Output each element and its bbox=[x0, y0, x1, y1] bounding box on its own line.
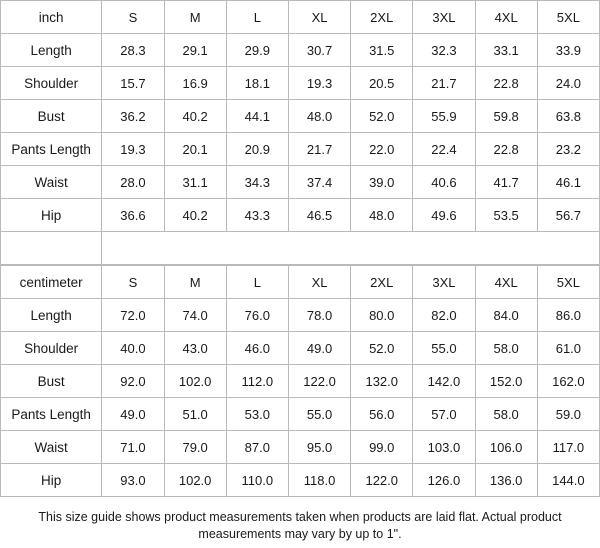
table-cell: 58.0 bbox=[475, 332, 537, 365]
table-cell: 22.8 bbox=[475, 133, 537, 166]
table-row bbox=[1, 67, 600, 100]
column-header-size: 5XL bbox=[537, 266, 599, 299]
table-cell: 92.0 bbox=[102, 365, 164, 398]
column-header-size: 4XL bbox=[475, 1, 537, 34]
table-cell: 52.0 bbox=[351, 100, 413, 133]
table-cell: 36.6 bbox=[102, 199, 164, 232]
table-cell: 63.8 bbox=[537, 100, 599, 133]
table-cell: 59.0 bbox=[537, 398, 599, 431]
separator-left-cell bbox=[1, 232, 102, 264]
table-cell: 118.0 bbox=[288, 464, 350, 497]
table-row bbox=[1, 365, 600, 398]
table-cell: 93.0 bbox=[102, 464, 164, 497]
table-header-row bbox=[1, 266, 600, 299]
table-cell: 52.0 bbox=[351, 332, 413, 365]
table-cell: 20.9 bbox=[226, 133, 288, 166]
table-cell: 33.9 bbox=[537, 34, 599, 67]
row-label: Pants Length bbox=[1, 398, 102, 431]
table-cell: 39.0 bbox=[351, 166, 413, 199]
table-cell: 56.7 bbox=[537, 199, 599, 232]
row-label: Bust bbox=[1, 100, 102, 133]
table-row bbox=[1, 133, 600, 166]
table-row bbox=[1, 34, 600, 67]
row-label: Shoulder bbox=[1, 67, 102, 100]
table-cell: 55.9 bbox=[413, 100, 475, 133]
table-cell: 19.3 bbox=[288, 67, 350, 100]
table-row bbox=[1, 398, 600, 431]
column-header-size: 3XL bbox=[413, 266, 475, 299]
table-cell: 43.0 bbox=[164, 332, 226, 365]
table-cell: 46.5 bbox=[288, 199, 350, 232]
table-cell: 71.0 bbox=[102, 431, 164, 464]
table-cell: 55.0 bbox=[288, 398, 350, 431]
unit-label-inch: inch bbox=[1, 1, 102, 34]
table-cell: 21.7 bbox=[288, 133, 350, 166]
table-cell: 40.0 bbox=[102, 332, 164, 365]
table-row bbox=[1, 199, 600, 232]
table-cell: 33.1 bbox=[475, 34, 537, 67]
table-row bbox=[1, 332, 600, 365]
table-cell: 28.3 bbox=[102, 34, 164, 67]
column-header-size: 5XL bbox=[537, 1, 599, 34]
table-cell: 126.0 bbox=[413, 464, 475, 497]
table-cell: 106.0 bbox=[475, 431, 537, 464]
size-table-inch bbox=[0, 0, 600, 232]
column-header-size: 4XL bbox=[475, 266, 537, 299]
table-cell: 29.1 bbox=[164, 34, 226, 67]
row-label: Hip bbox=[1, 199, 102, 232]
table-cell: 32.3 bbox=[413, 34, 475, 67]
table-cell: 122.0 bbox=[288, 365, 350, 398]
table-row bbox=[1, 299, 600, 332]
table-cell: 53.0 bbox=[226, 398, 288, 431]
table-cell: 152.0 bbox=[475, 365, 537, 398]
table-row bbox=[1, 166, 600, 199]
row-label: Waist bbox=[1, 431, 102, 464]
table-cell: 48.0 bbox=[351, 199, 413, 232]
table-cell: 18.1 bbox=[226, 67, 288, 100]
table-cell: 49.0 bbox=[102, 398, 164, 431]
table-cell: 48.0 bbox=[288, 100, 350, 133]
table-cell: 34.3 bbox=[226, 166, 288, 199]
table-cell: 24.0 bbox=[537, 67, 599, 100]
table-cell: 16.9 bbox=[164, 67, 226, 100]
table-cell: 22.4 bbox=[413, 133, 475, 166]
row-label: Shoulder bbox=[1, 332, 102, 365]
size-table-centimeter bbox=[0, 265, 600, 497]
table-cell: 28.0 bbox=[102, 166, 164, 199]
table-cell: 117.0 bbox=[537, 431, 599, 464]
table-cell: 87.0 bbox=[226, 431, 288, 464]
table-cell: 112.0 bbox=[226, 365, 288, 398]
column-header-size: M bbox=[164, 1, 226, 34]
table-row bbox=[1, 431, 600, 464]
table-cell: 44.1 bbox=[226, 100, 288, 133]
table-cell: 21.7 bbox=[413, 67, 475, 100]
table-header-row bbox=[1, 1, 600, 34]
table-cell: 53.5 bbox=[475, 199, 537, 232]
centimeter-table-body bbox=[1, 266, 600, 497]
row-label: Length bbox=[1, 299, 102, 332]
table-row bbox=[1, 100, 600, 133]
row-label: Pants Length bbox=[1, 133, 102, 166]
table-cell: 162.0 bbox=[537, 365, 599, 398]
table-cell: 22.8 bbox=[475, 67, 537, 100]
table-cell: 20.5 bbox=[351, 67, 413, 100]
inch-table-body bbox=[1, 1, 600, 232]
column-header-size: S bbox=[102, 1, 164, 34]
table-cell: 132.0 bbox=[351, 365, 413, 398]
table-cell: 31.1 bbox=[164, 166, 226, 199]
column-header-size: L bbox=[226, 266, 288, 299]
size-guide-note: This size guide shows product measurements taken when products are laid flat. Actual product measurements may vary by up to 1". bbox=[38, 510, 562, 541]
table-row bbox=[1, 464, 600, 497]
column-header-size: L bbox=[226, 1, 288, 34]
table-cell: 40.2 bbox=[164, 100, 226, 133]
table-cell: 142.0 bbox=[413, 365, 475, 398]
table-cell: 49.0 bbox=[288, 332, 350, 365]
table-cell: 78.0 bbox=[288, 299, 350, 332]
table-cell: 40.2 bbox=[164, 199, 226, 232]
table-cell: 82.0 bbox=[413, 299, 475, 332]
table-cell: 99.0 bbox=[351, 431, 413, 464]
table-cell: 86.0 bbox=[537, 299, 599, 332]
table-cell: 31.5 bbox=[351, 34, 413, 67]
table-cell: 144.0 bbox=[537, 464, 599, 497]
table-cell: 46.0 bbox=[226, 332, 288, 365]
table-cell: 59.8 bbox=[475, 100, 537, 133]
table-cell: 19.3 bbox=[102, 133, 164, 166]
table-cell: 95.0 bbox=[288, 431, 350, 464]
table-cell: 22.0 bbox=[351, 133, 413, 166]
column-header-size: XL bbox=[288, 1, 350, 34]
table-cell: 122.0 bbox=[351, 464, 413, 497]
column-header-size: 2XL bbox=[351, 266, 413, 299]
table-cell: 43.3 bbox=[226, 199, 288, 232]
table-cell: 20.1 bbox=[164, 133, 226, 166]
table-cell: 49.6 bbox=[413, 199, 475, 232]
table-separator-row bbox=[0, 232, 600, 265]
table-cell: 102.0 bbox=[164, 464, 226, 497]
table-cell: 76.0 bbox=[226, 299, 288, 332]
row-label: Bust bbox=[1, 365, 102, 398]
table-cell: 102.0 bbox=[164, 365, 226, 398]
column-header-size: S bbox=[102, 266, 164, 299]
table-cell: 110.0 bbox=[226, 464, 288, 497]
column-header-size: 3XL bbox=[413, 1, 475, 34]
separator-right-cell bbox=[102, 232, 599, 264]
column-header-size: XL bbox=[288, 266, 350, 299]
table-cell: 74.0 bbox=[164, 299, 226, 332]
table-cell: 40.6 bbox=[413, 166, 475, 199]
table-cell: 55.0 bbox=[413, 332, 475, 365]
table-cell: 79.0 bbox=[164, 431, 226, 464]
table-cell: 29.9 bbox=[226, 34, 288, 67]
table-cell: 37.4 bbox=[288, 166, 350, 199]
table-cell: 36.2 bbox=[102, 100, 164, 133]
table-cell: 30.7 bbox=[288, 34, 350, 67]
table-cell: 56.0 bbox=[351, 398, 413, 431]
table-cell: 46.1 bbox=[537, 166, 599, 199]
table-cell: 72.0 bbox=[102, 299, 164, 332]
table-cell: 58.0 bbox=[475, 398, 537, 431]
unit-label-centimeter: centimeter bbox=[1, 266, 102, 299]
row-label: Waist bbox=[1, 166, 102, 199]
table-cell: 61.0 bbox=[537, 332, 599, 365]
table-cell: 51.0 bbox=[164, 398, 226, 431]
column-header-size: M bbox=[164, 266, 226, 299]
table-cell: 103.0 bbox=[413, 431, 475, 464]
column-header-size: 2XL bbox=[351, 1, 413, 34]
table-cell: 84.0 bbox=[475, 299, 537, 332]
row-label: Hip bbox=[1, 464, 102, 497]
table-cell: 15.7 bbox=[102, 67, 164, 100]
row-label: Length bbox=[1, 34, 102, 67]
table-cell: 23.2 bbox=[537, 133, 599, 166]
table-cell: 80.0 bbox=[351, 299, 413, 332]
table-cell: 57.0 bbox=[413, 398, 475, 431]
table-cell: 136.0 bbox=[475, 464, 537, 497]
table-cell: 41.7 bbox=[475, 166, 537, 199]
